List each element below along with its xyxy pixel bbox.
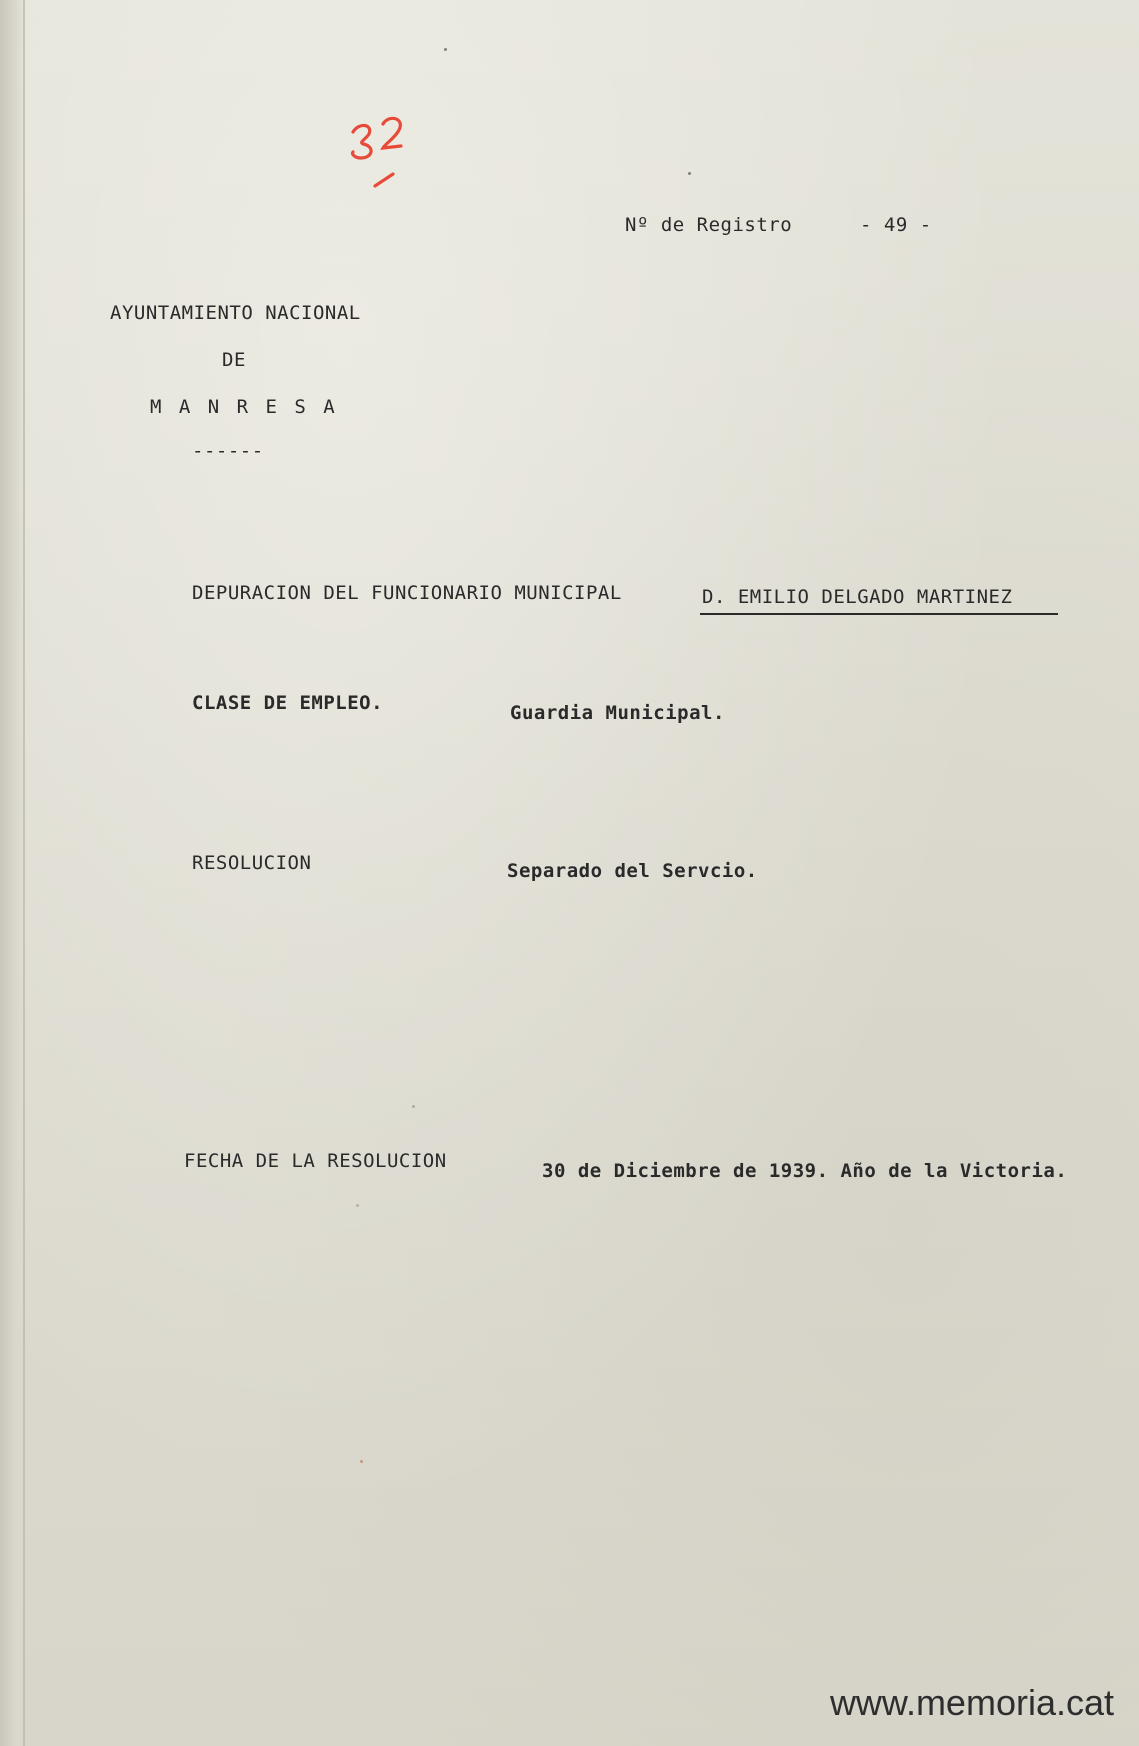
page-fold-line — [23, 0, 25, 1746]
clase-empleo-value: Guardia Municipal. — [510, 702, 725, 724]
paper-speck — [444, 48, 447, 51]
fecha-resolucion-value: 30 de Diciembre de 1939. Año de la Victoria. — [542, 1160, 1068, 1182]
registro-number: - 49 - — [860, 214, 932, 236]
paper-speck — [356, 1204, 359, 1207]
header-ayuntamiento: AYUNTAMIENTO NACIONAL — [110, 302, 361, 324]
header-manresa: M A N R E S A — [150, 396, 338, 418]
header-de: DE — [222, 349, 246, 371]
handwritten-folio-mark — [345, 112, 435, 202]
funcionario-name: D. EMILIO DELGADO MARTINEZ — [702, 586, 1013, 608]
fecha-resolucion-label: FECHA DE LA RESOLUCION — [184, 1150, 447, 1172]
resolucion-label: RESOLUCION — [192, 852, 312, 874]
resolucion-value: Separado del Servcio. — [507, 860, 758, 882]
watermark-url: www.memoria.cat — [829, 1682, 1114, 1723]
registro-label: Nº de Registro — [625, 214, 793, 236]
clase-empleo-label: CLASE DE EMPLEO. — [192, 692, 384, 714]
paper-speck — [412, 1105, 415, 1108]
name-underline — [700, 613, 1058, 615]
paper-speck — [688, 172, 691, 175]
paper-speck — [360, 1460, 363, 1463]
depuracion-title: DEPURACION DEL FUNCIONARIO MUNICIPAL — [192, 582, 622, 604]
header-rule: ------ — [192, 440, 264, 462]
